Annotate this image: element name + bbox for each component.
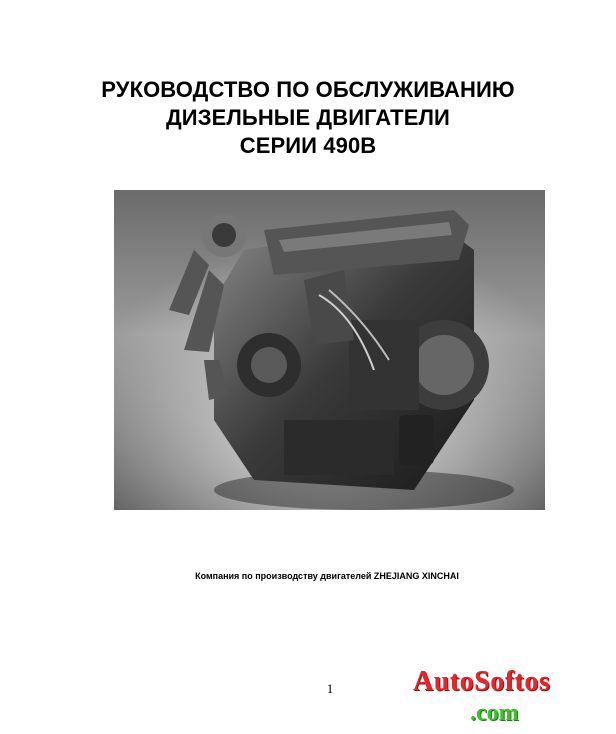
watermark-domain: .com [470, 700, 519, 726]
title-line-3: СЕРИИ 490В [239, 133, 377, 158]
engine-photo [114, 190, 545, 510]
watermark-brand: AutoSoftos [413, 666, 551, 697]
title-line-1: РУКОВОДСТВО ПО ОБСЛУЖИВАНИЮ [101, 77, 515, 102]
title-line-2: ДИЗЕЛЬНЫЕ ДВИГАТЕЛИ [166, 105, 450, 130]
document-title [0, 76, 616, 160]
page-number: 1 [326, 681, 334, 696]
company-name: Компания по производству двигателей ZHEJIANG XINCHAI [195, 571, 459, 581]
